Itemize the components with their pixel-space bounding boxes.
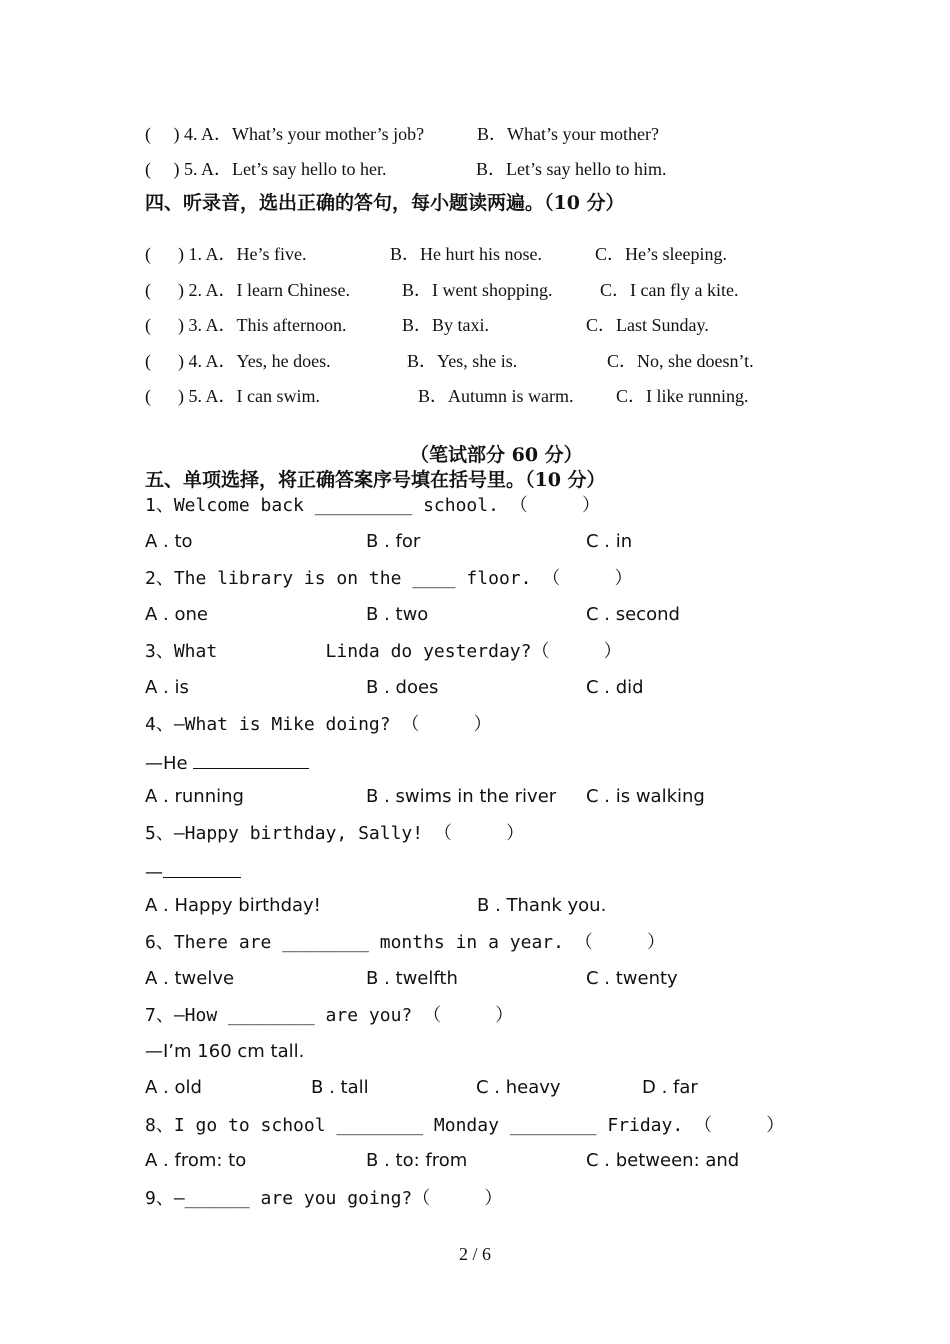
s5-q3-stem: 3、What Linda do yesterday?（ ）	[145, 641, 622, 662]
s5-q8-b: B . to: from	[366, 1150, 468, 1171]
s5-q2-a: A . one	[145, 604, 208, 625]
prev-q4-b: B．What’s your mother?	[477, 124, 659, 144]
written-part-heading: （笔试部分 60 分）	[410, 444, 583, 466]
s5-q1-b: B . for	[366, 531, 421, 552]
answer-blank	[193, 752, 309, 769]
s5-q1-stem: 1、Welcome back _________ school. （ ）	[145, 495, 600, 516]
s5-q5-reply-text: —	[145, 862, 163, 883]
answer-blank	[163, 861, 241, 878]
s5-q2-b: B . two	[366, 604, 429, 625]
s4-q5-b: B．Autumn is warm.	[418, 386, 574, 406]
s5-q2-c: C . second	[586, 604, 680, 625]
s5-q5-stem: 5、—Happy birthday, Sally! （ ）	[145, 823, 525, 844]
s5-q3-b: B . does	[366, 677, 439, 698]
s5-q4-reply-text: —He	[145, 753, 188, 774]
page-number: 2 / 6	[458, 1244, 491, 1264]
prev-q5-b: B．Let’s say hello to him.	[476, 159, 667, 179]
s5-q1-a: A . to	[145, 531, 193, 552]
s4-q4-b: B．Yes, she is.	[407, 351, 518, 371]
prev-q4-a: ( ) 4. A．What’s your mother’s job?	[145, 124, 425, 144]
s4-q3-a: ( ) 3. A．This afternoon.	[145, 315, 347, 335]
section4-title: 四、听录音，选出正确的答句，每小题读两遍。（10 分）	[145, 192, 625, 214]
s4-q3-b: B．By taxi.	[402, 315, 490, 335]
s4-q2-a: ( ) 2. A．I learn Chinese.	[145, 280, 350, 300]
s5-q2-stem: 2、The library is on the ____ floor. （ ）	[145, 568, 633, 589]
s5-q6-b: B . twelfth	[366, 968, 458, 989]
s4-q2-c: C．I can fly a kite.	[600, 280, 739, 300]
s4-q3-c: C．Last Sunday.	[586, 315, 709, 335]
s5-q9-stem: 9、—______ are you going?（ ）	[145, 1188, 503, 1209]
s5-q5-reply	[145, 861, 241, 882]
s5-q7-b: B . tall	[311, 1077, 369, 1098]
s5-q6-c: C . twenty	[586, 968, 678, 989]
s5-q4-reply	[145, 752, 309, 773]
s4-q1-c: C．He’s sleeping.	[595, 244, 727, 264]
s5-q7-reply: —I’m 160 cm tall.	[145, 1041, 305, 1062]
s5-q4-stem: 4、—What is Mike doing? （ ）	[145, 714, 492, 735]
s5-q8-a: A . from: to	[145, 1150, 247, 1171]
s5-q4-c: C . is walking	[586, 786, 705, 807]
s5-q3-a: A . is	[145, 677, 189, 698]
s5-q1-c: C . in	[586, 531, 633, 552]
s4-q4-a: ( ) 4. A．Yes, he does.	[145, 351, 331, 371]
s5-q8-stem: 8、I go to school ________ Monday ________ Friday. （ ）	[145, 1115, 785, 1136]
s4-q5-c: C．I like running.	[616, 386, 749, 406]
s4-q4-c: C．No, she doesn’t.	[607, 351, 754, 371]
s5-q3-c: C . did	[586, 677, 644, 698]
s5-q7-c: C . heavy	[476, 1077, 561, 1098]
s5-q8-c: C . between: and	[586, 1150, 740, 1171]
section5-title: 五、单项选择，将正确答案序号填在括号里。（10 分）	[145, 469, 606, 491]
s4-q1-b: B．He hurt his nose.	[390, 244, 542, 264]
s5-q6-a: A . twelve	[145, 968, 235, 989]
s5-q4-a: A . running	[145, 786, 244, 807]
s5-q6-stem: 6、There are ________ months in a year. （ ）	[145, 932, 665, 953]
s5-q5-a: A . Happy birthday!	[145, 895, 321, 916]
s5-q5-b: B . Thank you.	[477, 895, 607, 916]
s5-q7-d: D . far	[642, 1077, 698, 1098]
s5-q7-stem: 7、—How ________ are you? （ ）	[145, 1005, 514, 1026]
s4-q5-a: ( ) 5. A．I can swim.	[145, 386, 320, 406]
s4-q2-b: B．I went shopping.	[402, 280, 553, 300]
s5-q4-b: B . swims in the river	[366, 786, 557, 807]
s5-q7-a: A . old	[145, 1077, 202, 1098]
s4-q1-a: ( ) 1. A．He’s five.	[145, 244, 307, 264]
prev-q5-a: ( ) 5. A．Let’s say hello to her.	[145, 159, 387, 179]
